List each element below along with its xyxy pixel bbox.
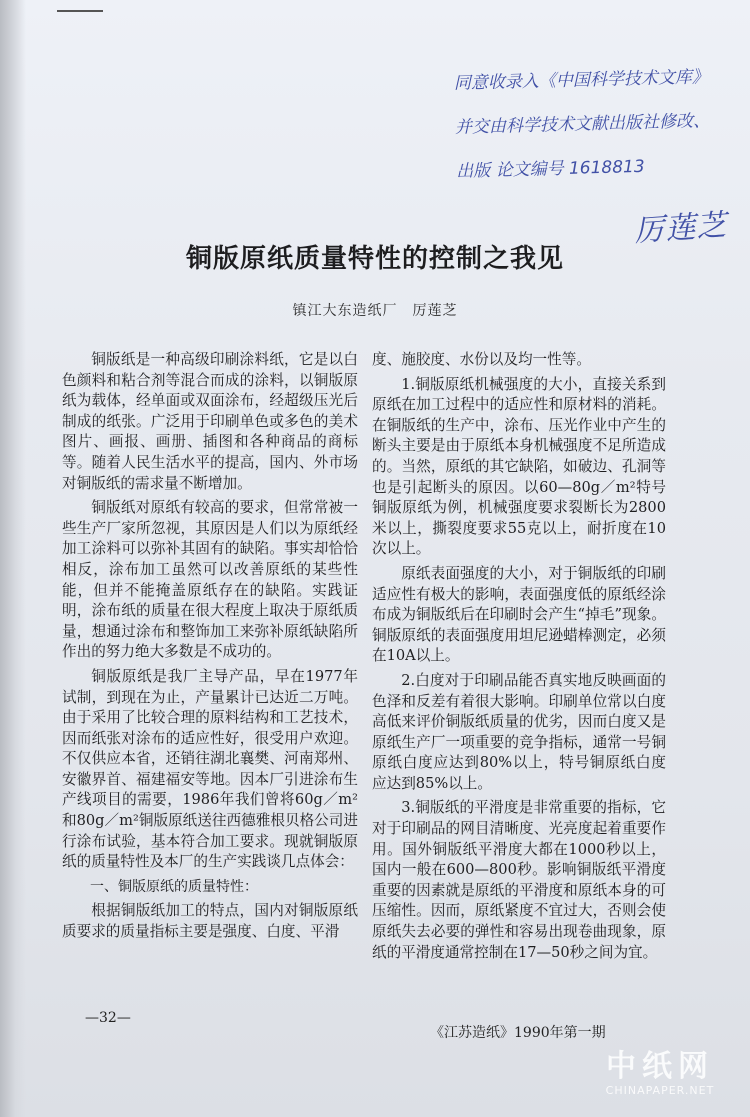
handwritten-note xyxy=(453,54,746,194)
page-number: —32— xyxy=(85,1010,131,1026)
site-watermark xyxy=(590,1050,730,1097)
handwritten-signature: 厉莲芝 xyxy=(633,207,729,250)
paragraph: 2.白度对于印刷品能否真实地反映画面的色泽和反差有着很大影响。印刷单位常以白度高低来评价铜版纸质量的优劣，因而白度又是原纸生产厂一项重要的竞争指标，通常一号铜原纸白度应达到80%以上，特号铜原纸白度应达到85%以上。 xyxy=(372,671,666,792)
right-column xyxy=(372,350,666,967)
paragraph: 1.铜版原纸机械强度的大小，直接关系到原纸在加工过程中的适应性和原材料的消耗。在铜版纸的生产中，涂布、压光作业中产生的断头主要是由于原纸本身机械强度不足所造成的。当然，原纸的其它缺陷，如破边、孔洞等也是引起断头的原因。以60—80g／m²特号铜版原纸为例，机械强度要求裂断长为2800米以上，撕裂度要求55克以上，耐折度在10次以上。 xyxy=(372,375,666,558)
top-rule-mark xyxy=(57,10,103,12)
paragraph: 3.铜版纸的平滑度是非常重要的指标，它对于印刷品的网目清晰度、光亮度起着重要作用。国外铜版纸平滑度大都在1000秒以上，国内一般在600—800秒。影响铜版纸平滑度重要的因素就是原纸的平滑度和原纸本身的可压缩性。因而，原纸紧度不宜过大，否则会使原纸失去必要的弹性和容易出现卷曲现象，原纸的平滑度通常控制在17—50秒之间为宜。 xyxy=(372,799,666,961)
paragraph: 度、施胶度、水份以及均一性等。 xyxy=(372,351,591,368)
paragraph: 根据铜版纸加工的特点，国内对铜版原纸质要求的质量指标主要是强度、白度、平滑 xyxy=(62,902,358,941)
paragraph: 铜版纸是一种高级印刷涂料纸，它是以白色颜料和粘合剂等混合而成的涂料，以铜版原纸为载体，经单面或双面涂布，经超级压光后制成的纸张。广泛用于印刷单色或多色的美术图片、画报、画册、插图和各种商品的商标等。随着人民生活水平的提高，国内、外市场对铜版纸的需求量不断增加。 xyxy=(62,351,358,492)
handwritten-line-1: 同意收录入《中国科学技术文库》 xyxy=(453,67,710,94)
handwritten-line-2: 并交由科学技术文献出版社修改、 xyxy=(454,111,711,138)
paragraph: 铜版纸对原纸有较高的要求，但常常被一些生产厂家所忽视，其原因是人们以为原纸经加工涂料可以弥补其固有的缺陷。事实却恰恰相反，涂布加工虽然可以改善原纸的某些性能，但并不能掩盖原纸存在的缺陷。实践证明，涂布纸的质量在很大程度上取决于原纸质量，想通过涂布和整饰加工来弥补原纸缺陷所作出的努力绝大多数是不成功的。 xyxy=(62,499,358,661)
paragraph: 铜版原纸是我厂主导产品，早在1977年试制，到现在为止，产量累计已达近二万吨。由于采用了比较合理的原料结构和工艺技术，因而纸张对涂布的适应性好，很受用户欢迎。不仅供应本省，还销往湖北襄樊、河南郑州、安徽界首、福建福安等地。因本厂引进涂布生产线项目的需要，1986年我们曾将60g／m²和80g／m²铜版原纸送往西德雅根贝格公司进行涂布试验，基本符合加工要求。现就铜版原纸的质量特性及本厂的生产实践谈几点体会： xyxy=(62,667,358,871)
page-fold-shadow xyxy=(0,0,26,1117)
handwritten-line-3: 出版 论文编号 1618813 xyxy=(455,156,645,182)
section-heading: 一、铜版原纸的质量特性： xyxy=(90,878,258,895)
watermark-url: CHINAPAPER.NET xyxy=(605,1084,715,1097)
article-title: 铜版原纸质量特性的控制之我见 xyxy=(185,244,564,274)
watermark-logo-text: 中纸网 xyxy=(606,1049,714,1084)
journal-source: 《江苏造纸》1990年第一期 xyxy=(430,1025,606,1041)
paragraph: 原纸表面强度的大小，对于铜版纸的印刷适应性有极大的影响，表面强度低的原纸经涂布成为铜版纸后在印刷时会产生“掉毛”现象。铜版原纸的表面强度用坦尼逊蜡棒测定，必须在10A以上。 xyxy=(372,564,666,665)
article-byline: 镇江大东造纸厂 厉莲芝 xyxy=(292,303,458,319)
left-column xyxy=(62,350,358,947)
